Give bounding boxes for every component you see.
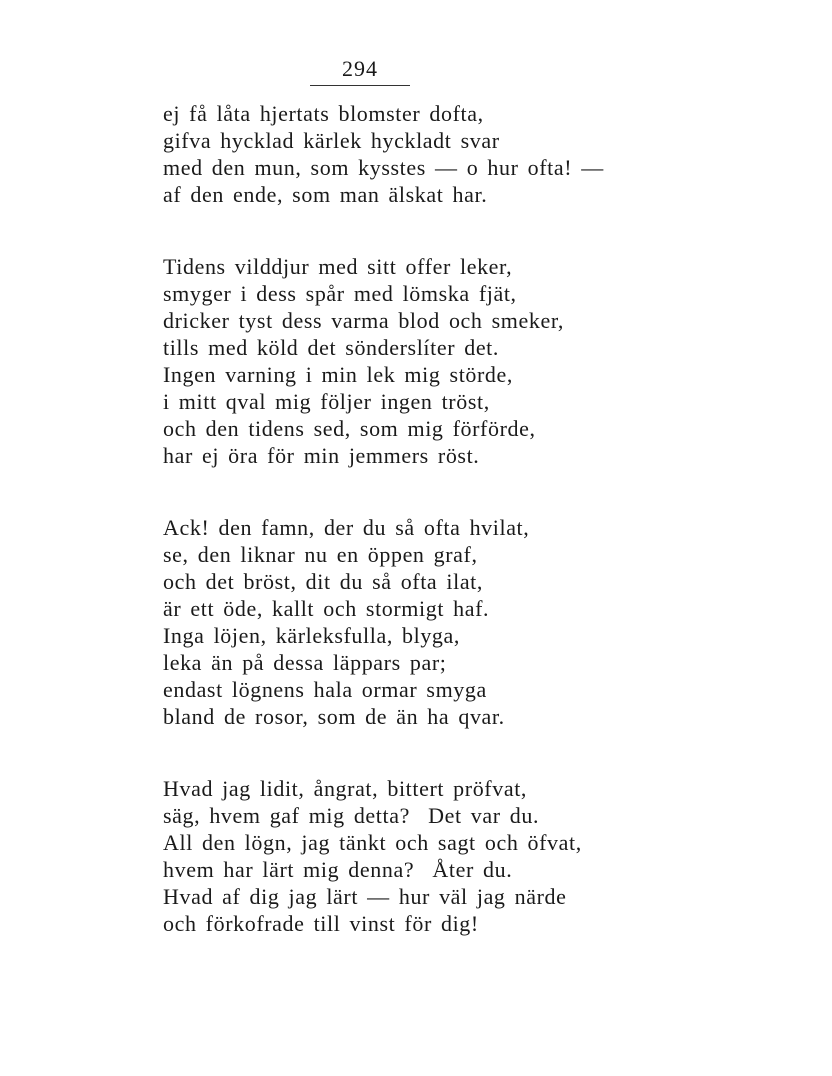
- poem-line: och förkofrade till vinst för dig!: [163, 911, 479, 936]
- poem-line: är ett öde, kallt och stormigt haf.: [163, 596, 490, 621]
- poem-line: dricker tyst dess varma blod och smeker,: [163, 308, 564, 333]
- poem-line: och den tidens sed, som mig förförde,: [163, 416, 536, 441]
- stanza: [163, 514, 604, 730]
- poem-line: Ingen varning i min lek mig störde,: [163, 362, 513, 387]
- poem-line: Inga löjen, kärleksfulla, blyga,: [163, 623, 461, 648]
- page-number: 294: [342, 56, 378, 81]
- poem-line: smyger i dess spår med lömska fjät,: [163, 281, 517, 306]
- poem-line: med den mun, som kysstes — o hur ofta! —: [163, 155, 604, 180]
- poem-line: har ej öra för min jemmers röst.: [163, 443, 480, 468]
- stanza: [163, 253, 604, 469]
- poem-line: endast lögnens hala ormar smyga: [163, 677, 487, 702]
- page-number-rule: [310, 85, 410, 86]
- poem-line: af den ende, som man älskat har.: [163, 182, 488, 207]
- poem-line: gifva hycklad kärlek hyckladt svar: [163, 128, 500, 153]
- poem-line: i mitt qval mig följer ingen tröst,: [163, 389, 490, 414]
- poem-line: Ack! den famn, der du så ofta hvilat,: [163, 515, 530, 540]
- stanza: [163, 100, 604, 208]
- poem-line: tills med köld det sönderslíter det.: [163, 335, 499, 360]
- poem-line: leka än på dessa läppars par;: [163, 650, 447, 675]
- poem-line: säg, hvem gaf mig detta? Det var du.: [163, 803, 540, 828]
- poem-line: All den lögn, jag tänkt och sagt och öfvat,: [163, 830, 582, 855]
- poem-line: hvem har lärt mig denna? Åter du.: [163, 857, 513, 882]
- poem-line: Tidens vilddjur med sitt offer leker,: [163, 254, 513, 279]
- stanza: [163, 775, 604, 937]
- poem-line: bland de rosor, som de än ha qvar.: [163, 704, 505, 729]
- poem-line: Hvad jag lidit, ångrat, bittert pröfvat,: [163, 776, 528, 801]
- poem-line: Hvad af dig jag lärt — hur väl jag närde: [163, 884, 567, 909]
- poem-line: och det bröst, dit du så ofta ilat,: [163, 569, 483, 594]
- poem-line: se, den liknar nu en öppen graf,: [163, 542, 478, 567]
- poem-body: [163, 100, 604, 982]
- poem-line: ej få låta hjertats blomster dofta,: [163, 101, 484, 126]
